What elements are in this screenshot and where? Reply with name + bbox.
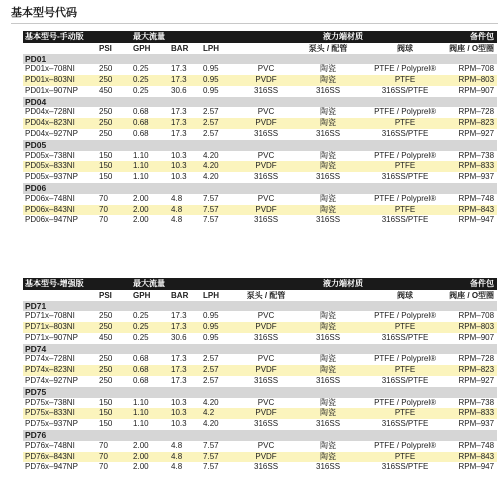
empty-header-cell — [23, 43, 97, 54]
lph-value: 0.95 — [201, 75, 239, 86]
spare-kit-code: RPM–907 — [458, 85, 495, 95]
gph-value: 1.10 — [133, 172, 149, 182]
table-header-row — [23, 31, 497, 43]
spare-kit-code: RPM–927 — [458, 376, 495, 386]
table-title: 基本型号-增强版 — [23, 278, 131, 290]
bar-value: 10.3 — [171, 397, 187, 407]
psi-value: 450 — [99, 85, 113, 95]
pump-head-material: 316SS — [254, 85, 279, 95]
empty-header-cell — [293, 290, 363, 301]
table-row — [23, 118, 497, 129]
empty-header-cell — [239, 43, 293, 54]
model-code: PD76x–748NI — [25, 440, 75, 450]
spare-kit-code: RPM–843 — [447, 452, 497, 463]
pump-head-material: PVDF — [239, 408, 293, 419]
gph-value: 0.68 — [131, 118, 169, 129]
lph-value: 0.95 — [203, 311, 219, 321]
spec-table-enhanced — [23, 278, 497, 473]
model-code: PD74x–823NI — [23, 365, 97, 376]
psi-value: 250 — [99, 376, 113, 386]
bar-value: 17.3 — [169, 365, 201, 376]
valve-seat-oring-header: 阀座 / O型圈 — [449, 43, 495, 53]
spec-table-manual — [23, 31, 497, 226]
lph-value: 2.57 — [203, 376, 219, 386]
psi-value: 70 — [99, 462, 108, 472]
lph-value: 2.57 — [201, 118, 239, 129]
psi-value: 150 — [99, 150, 113, 160]
gph-value: 2.00 — [133, 193, 149, 203]
bar-value: 17.3 — [171, 354, 187, 364]
lph-value: 4.20 — [203, 397, 219, 407]
model-code: PD71x–907NP — [25, 332, 78, 342]
gph-value: 1.10 — [131, 408, 169, 419]
model-code: PD75x–738NI — [25, 397, 75, 407]
lph-value: 0.95 — [201, 322, 239, 333]
spare-kit-code: RPM–803 — [447, 75, 497, 86]
lph-value: 4.20 — [203, 419, 219, 429]
table-row — [23, 215, 497, 226]
valve-ball-material: 316SS — [316, 462, 341, 472]
spare-kit-code: RPM–947 — [458, 215, 495, 225]
gph-value: 2.00 — [133, 462, 149, 472]
gph-value: 0.68 — [133, 354, 149, 364]
pump-head-material: PVDF — [239, 161, 293, 172]
series-group-row — [23, 387, 497, 398]
bar-value: 10.3 — [169, 408, 201, 419]
wetted-materials-header: 液力端材质 — [239, 31, 447, 43]
spare-kit-code: RPM–708 — [458, 311, 495, 321]
pump-head-material: PVC — [257, 440, 275, 450]
lph-value: 4.20 — [201, 161, 239, 172]
valve-ball-material: 陶瓷 — [320, 150, 337, 160]
spare-kit-code: RPM–803 — [447, 322, 497, 333]
valve-ball-header: 阀球 — [397, 290, 414, 300]
table-row — [23, 161, 497, 172]
gph-value: 2.00 — [131, 452, 169, 463]
spare-kit-code: RPM–748 — [458, 440, 495, 450]
spare-kit-code: RPM–833 — [447, 161, 497, 172]
pump-head-material: PVDF — [239, 452, 293, 463]
table-row — [23, 86, 497, 97]
spare-kit-code: RPM–907 — [458, 332, 495, 342]
bar-value: 10.3 — [169, 161, 201, 172]
table-row — [23, 151, 497, 162]
table-row — [23, 441, 497, 452]
model-code: PD76x–843NI — [23, 452, 97, 463]
bar-value: 17.3 — [171, 107, 187, 117]
psi-value: 150 — [97, 161, 131, 172]
spare-kit-code: RPM–823 — [447, 365, 497, 376]
model-code: PD04x–823NI — [23, 118, 97, 129]
valve-ball-material: 陶瓷 — [293, 118, 363, 129]
model-code: PD71x–708NI — [25, 311, 75, 321]
series-group-row — [23, 430, 497, 441]
valve-ball-material: 陶瓷 — [293, 161, 363, 172]
table-row — [23, 354, 497, 365]
bar-value: 4.8 — [169, 452, 201, 463]
table-row — [23, 129, 497, 140]
bar-value: 17.3 — [171, 64, 187, 74]
title-divider — [11, 23, 498, 24]
bar-value: 4.8 — [171, 193, 183, 203]
spare-kit-header: 备件包 — [447, 278, 497, 290]
valve-seat-material: PTFE / Polyprel® — [374, 397, 436, 407]
model-code: PD01x–708NI — [25, 64, 75, 74]
pump-head-fitting-header: 泵头 / 配管 — [246, 290, 286, 300]
gph-value: 0.25 — [133, 85, 149, 95]
psi-header: PSI — [99, 43, 112, 53]
model-code: PD05x–738NI — [25, 150, 75, 160]
pump-head-material: PVC — [257, 354, 275, 364]
table-row — [23, 462, 497, 473]
model-code: PD06x–748NI — [25, 193, 75, 203]
psi-value: 70 — [99, 193, 108, 203]
model-code: PD76x–947NP — [25, 462, 78, 472]
valve-ball-material: 陶瓷 — [320, 193, 337, 203]
pump-head-material: 316SS — [254, 215, 279, 225]
series-group-row — [23, 140, 497, 151]
lph-value: 7.57 — [203, 462, 219, 472]
spare-kit-code: RPM–937 — [458, 172, 495, 182]
pump-head-material: PVDF — [239, 205, 293, 216]
psi-value: 250 — [99, 311, 113, 321]
valve-ball-material: 陶瓷 — [320, 64, 337, 74]
psi-header: PSI — [99, 290, 112, 300]
series-name: PD76 — [23, 430, 497, 441]
page-title: 基本型号代码 — [11, 6, 77, 19]
spare-kit-code: RPM–937 — [458, 419, 495, 429]
valve-seat-material: 316SS/PTFE — [381, 462, 429, 472]
psi-value: 150 — [99, 419, 113, 429]
psi-value: 70 — [97, 452, 131, 463]
valve-seat-material: PTFE / Polyprel® — [374, 193, 436, 203]
series-name: PD74 — [23, 344, 497, 355]
table-row — [23, 408, 497, 419]
bar-header: BAR — [171, 43, 189, 53]
model-code: PD71x–803NI — [23, 322, 97, 333]
spare-kit-code: RPM–738 — [458, 397, 495, 407]
psi-value: 70 — [97, 205, 131, 216]
psi-value: 250 — [99, 107, 113, 117]
lph-value: 2.57 — [203, 107, 219, 117]
series-name: PD71 — [23, 301, 497, 312]
pump-head-material: PVC — [257, 107, 275, 117]
table-header-row — [23, 278, 497, 290]
bar-value: 4.8 — [171, 215, 183, 225]
table-row — [23, 311, 497, 322]
bar-value: 17.3 — [171, 376, 187, 386]
series-name: PD01 — [23, 54, 497, 65]
empty-header-cell — [23, 290, 97, 301]
series-group-row — [23, 344, 497, 355]
valve-ball-material: 陶瓷 — [320, 311, 337, 321]
gph-value: 0.68 — [131, 365, 169, 376]
valve-seat-material: 316SS/PTFE — [381, 172, 429, 182]
valve-seat-material: PTFE — [363, 161, 447, 172]
pump-head-material: 316SS — [254, 462, 279, 472]
psi-value: 70 — [99, 440, 108, 450]
gph-value: 0.68 — [133, 107, 149, 117]
gph-value: 0.68 — [133, 376, 149, 386]
max-flow-header: 最大流量 — [131, 278, 239, 290]
valve-ball-material: 316SS — [316, 215, 341, 225]
lph-value: 4.20 — [203, 172, 219, 182]
valve-seat-material: 316SS/PTFE — [381, 332, 429, 342]
table-row — [23, 64, 497, 75]
valve-ball-material: 陶瓷 — [293, 205, 363, 216]
model-code: PD74x–927NP — [25, 376, 78, 386]
gph-value: 1.10 — [133, 419, 149, 429]
valve-seat-material: PTFE / Polyprel® — [374, 311, 436, 321]
psi-value: 150 — [97, 408, 131, 419]
psi-value: 250 — [97, 365, 131, 376]
valve-seat-material: PTFE — [363, 75, 447, 86]
table-row — [23, 376, 497, 387]
model-code: PD06x–947NP — [25, 215, 78, 225]
valve-seat-material: PTFE — [363, 118, 447, 129]
psi-value: 150 — [99, 172, 113, 182]
series-name: PD04 — [23, 97, 497, 108]
table-row — [23, 333, 497, 344]
valve-ball-material: 陶瓷 — [293, 365, 363, 376]
wetted-materials-header: 液力端材质 — [239, 278, 447, 290]
bar-value: 4.8 — [171, 462, 183, 472]
model-code: PD01x–907NP — [25, 85, 78, 95]
table-subheader-row — [23, 43, 497, 54]
lph-value: 2.57 — [203, 129, 219, 139]
valve-ball-material: 陶瓷 — [320, 440, 337, 450]
lph-value: 7.57 — [203, 215, 219, 225]
lph-value: 7.57 — [201, 205, 239, 216]
psi-value: 250 — [99, 129, 113, 139]
gph-header: GPH — [133, 43, 151, 53]
table-title: 基本型号-手动版 — [23, 31, 131, 43]
valve-seat-material: PTFE / Polyprel® — [374, 150, 436, 160]
valve-ball-material: 陶瓷 — [320, 354, 337, 364]
valve-seat-material: 316SS/PTFE — [381, 215, 429, 225]
series-name: PD05 — [23, 140, 497, 151]
pump-head-material: PVC — [257, 397, 275, 407]
valve-seat-material: PTFE / Polyprel® — [374, 354, 436, 364]
bar-header: BAR — [171, 290, 189, 300]
table-row — [23, 365, 497, 376]
pump-head-material: PVC — [257, 64, 275, 74]
spare-kit-code: RPM–823 — [447, 118, 497, 129]
spare-kit-code: RPM–728 — [458, 107, 495, 117]
gph-value: 0.68 — [133, 129, 149, 139]
psi-value: 250 — [99, 64, 113, 74]
pump-head-material: PVC — [257, 193, 275, 203]
model-code: PD01x–803NI — [23, 75, 97, 86]
lph-value: 0.95 — [203, 332, 219, 342]
table-row — [23, 419, 497, 430]
table-row — [23, 452, 497, 463]
table-row — [23, 194, 497, 205]
valve-seat-material: 316SS/PTFE — [381, 85, 429, 95]
spare-kit-code: RPM–843 — [447, 205, 497, 216]
lph-value: 2.57 — [203, 354, 219, 364]
valve-ball-material: 陶瓷 — [293, 322, 363, 333]
pump-head-material: PVDF — [239, 118, 293, 129]
pump-head-material: 316SS — [254, 129, 279, 139]
valve-ball-material: 陶瓷 — [293, 408, 363, 419]
valve-ball-material: 316SS — [316, 129, 341, 139]
valve-seat-material: PTFE / Polyprel® — [374, 64, 436, 74]
gph-value: 1.10 — [131, 161, 169, 172]
model-code: PD04x–728NI — [25, 107, 75, 117]
valve-seat-material: PTFE / Polyprel® — [374, 107, 436, 117]
spare-kit-code: RPM–927 — [458, 129, 495, 139]
valve-ball-material: 316SS — [316, 332, 341, 342]
max-flow-header: 最大流量 — [131, 31, 239, 43]
pump-head-material: PVDF — [239, 75, 293, 86]
series-group-row — [23, 54, 497, 65]
lph-value: 4.2 — [201, 408, 239, 419]
valve-ball-material: 316SS — [316, 419, 341, 429]
valve-ball-material: 316SS — [316, 85, 341, 95]
bar-value: 17.3 — [169, 118, 201, 129]
valve-ball-header: 阀球 — [397, 43, 414, 53]
bar-value: 4.8 — [169, 205, 201, 216]
valve-seat-material: 316SS/PTFE — [381, 376, 429, 386]
gph-value: 0.25 — [133, 311, 149, 321]
lph-value: 7.57 — [203, 193, 219, 203]
spare-kit-code: RPM–947 — [458, 462, 495, 472]
gph-header: GPH — [133, 290, 151, 300]
table-row — [23, 398, 497, 409]
valve-ball-material: 316SS — [316, 376, 341, 386]
spare-kit-code: RPM–748 — [458, 193, 495, 203]
valve-ball-material: 陶瓷 — [320, 397, 337, 407]
psi-value: 250 — [99, 354, 113, 364]
model-code: PD05x–937NP — [25, 172, 78, 182]
bar-value: 10.3 — [171, 172, 187, 182]
lph-value: 7.57 — [203, 440, 219, 450]
gph-value: 0.25 — [133, 332, 149, 342]
spare-kit-header: 备件包 — [447, 31, 497, 43]
spare-kit-code: RPM–738 — [458, 150, 495, 160]
psi-value: 250 — [97, 322, 131, 333]
table-row — [23, 75, 497, 86]
bar-value: 17.3 — [171, 311, 187, 321]
pump-head-fitting-header: 泵头 / 配管 — [308, 43, 348, 53]
lph-value: 7.57 — [201, 452, 239, 463]
pump-head-material: PVC — [257, 311, 275, 321]
valve-seat-material: PTFE — [363, 408, 447, 419]
table-row — [23, 205, 497, 216]
pump-head-material: PVDF — [239, 322, 293, 333]
valve-seat-material: PTFE — [363, 322, 447, 333]
table-row — [23, 322, 497, 333]
bar-value: 10.3 — [171, 150, 187, 160]
model-code: PD04x–927NP — [25, 129, 78, 139]
pump-head-material: 316SS — [254, 172, 279, 182]
gph-value: 2.00 — [133, 215, 149, 225]
pump-head-material: 316SS — [254, 419, 279, 429]
valve-seat-material: 316SS/PTFE — [381, 419, 429, 429]
lph-value: 0.95 — [203, 64, 219, 74]
valve-seat-oring-header: 阀座 / O型圈 — [449, 290, 495, 300]
pump-head-material: PVDF — [239, 365, 293, 376]
lph-header: LPH — [203, 290, 220, 300]
gph-value: 0.25 — [133, 64, 149, 74]
pump-head-material: 316SS — [254, 332, 279, 342]
gph-value: 0.25 — [131, 75, 169, 86]
spare-kit-code: RPM–728 — [458, 354, 495, 364]
gph-value: 0.25 — [131, 322, 169, 333]
gph-value: 2.00 — [131, 205, 169, 216]
model-code: PD75x–833NI — [23, 408, 97, 419]
series-name: PD75 — [23, 387, 497, 398]
series-group-row — [23, 301, 497, 312]
psi-value: 70 — [99, 215, 108, 225]
bar-value: 4.8 — [171, 440, 183, 450]
table-row — [23, 172, 497, 183]
table-subheader-row — [23, 290, 497, 301]
pump-head-material: PVC — [257, 150, 275, 160]
bar-value: 17.3 — [171, 129, 187, 139]
model-code: PD05x–833NI — [23, 161, 97, 172]
bar-value: 17.3 — [169, 322, 201, 333]
pump-head-material: 316SS — [254, 376, 279, 386]
spare-kit-code: RPM–708 — [458, 64, 495, 74]
valve-seat-material: PTFE — [363, 452, 447, 463]
series-group-row — [23, 183, 497, 194]
valve-ball-material: 陶瓷 — [320, 107, 337, 117]
model-code: PD74x–728NI — [25, 354, 75, 364]
bar-value: 17.3 — [169, 75, 201, 86]
valve-ball-material: 陶瓷 — [293, 75, 363, 86]
bar-value: 30.6 — [171, 332, 187, 342]
bar-value: 30.6 — [171, 85, 187, 95]
series-name: PD06 — [23, 183, 497, 194]
psi-value: 250 — [97, 118, 131, 129]
table-row — [23, 107, 497, 118]
model-code: PD06x–843NI — [23, 205, 97, 216]
gph-value: 1.10 — [133, 397, 149, 407]
series-group-row — [23, 97, 497, 108]
lph-header: LPH — [203, 43, 220, 53]
valve-seat-material: 316SS/PTFE — [381, 129, 429, 139]
lph-value: 2.57 — [201, 365, 239, 376]
valve-seat-material: PTFE — [363, 365, 447, 376]
spare-kit-code: RPM–833 — [447, 408, 497, 419]
gph-value: 1.10 — [133, 150, 149, 160]
gph-value: 2.00 — [133, 440, 149, 450]
psi-value: 450 — [99, 332, 113, 342]
model-code: PD75x–937NP — [25, 419, 78, 429]
valve-ball-material: 陶瓷 — [293, 452, 363, 463]
psi-value: 150 — [99, 397, 113, 407]
lph-value: 0.95 — [203, 85, 219, 95]
bar-value: 10.3 — [171, 419, 187, 429]
valve-ball-material: 316SS — [316, 172, 341, 182]
lph-value: 4.20 — [203, 150, 219, 160]
valve-seat-material: PTFE — [363, 205, 447, 216]
valve-seat-material: PTFE / Polyprel® — [374, 440, 436, 450]
psi-value: 250 — [97, 75, 131, 86]
